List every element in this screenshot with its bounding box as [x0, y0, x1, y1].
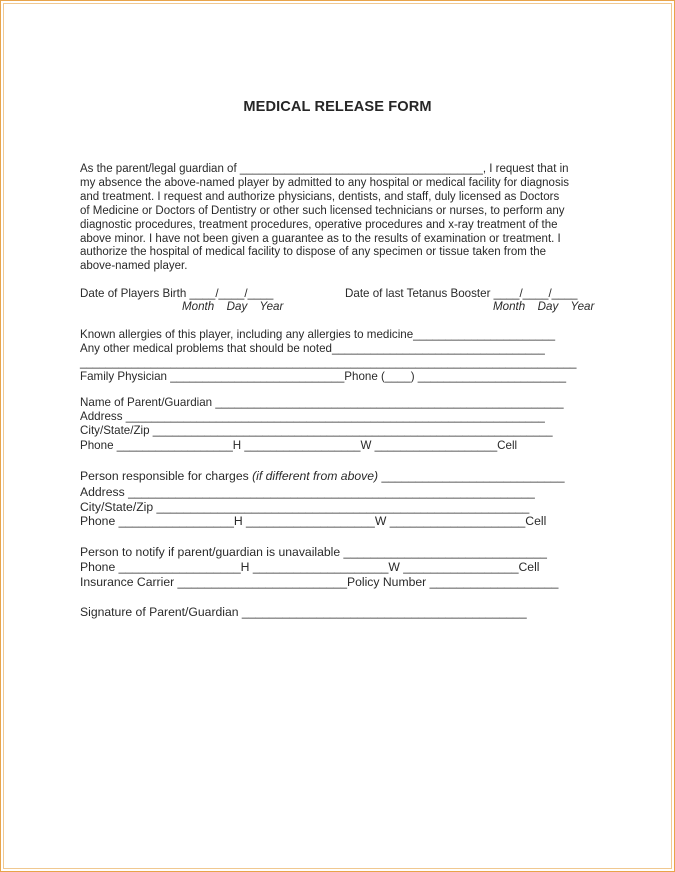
- charges-line: ___________________________: [378, 469, 565, 483]
- parent-address-field[interactable]: Address _________________________________________________________________: [80, 410, 545, 423]
- birth-date-sublabel: Month Day Year: [182, 300, 284, 313]
- parent-phone-field[interactable]: Phone __________________H __________________W ___________________Cell: [80, 439, 518, 452]
- notify-phone-field[interactable]: Phone __________________H ____________________W _________________Cell: [80, 560, 540, 574]
- paragraph-line: As the parent/legal guardian of ______________________________________, I request that in: [80, 163, 569, 175]
- charges-address-field[interactable]: Address ____________________________________________________________: [80, 485, 535, 499]
- paragraph-line: above-named player.: [80, 260, 188, 273]
- charges-person-field[interactable]: [80, 469, 564, 483]
- insurance-field[interactable]: Insurance Carrier _________________________Policy Number ___________________: [80, 575, 559, 589]
- charges-phone-field[interactable]: Phone _________________H ___________________W ____________________Cell: [80, 514, 547, 528]
- paragraph-line: my absence the above-named player by admitted to any hospital or medical facility for diagnosis: [80, 176, 570, 189]
- blank-line-field[interactable]: _____________________________________________________________________________: [80, 356, 577, 369]
- consent-paragraph: [80, 163, 600, 274]
- allergies-field[interactable]: Known allergies of this player, including any allergies to medicine______________________: [80, 328, 556, 341]
- notify-person-field[interactable]: Person to notify if parent/guardian is unavailable ______________________________: [80, 545, 547, 559]
- parent-name-field[interactable]: Name of Parent/Guardian ______________________________________________________: [80, 396, 564, 409]
- charges-label: Person responsible for charges: [80, 469, 253, 483]
- charges-city-field[interactable]: City/State/Zip _______________________________________________________: [80, 500, 530, 514]
- family-physician-field[interactable]: Family Physician ___________________________Phone (____) _______________________: [80, 370, 567, 383]
- signature-field[interactable]: Signature of Parent/Guardian __________________________________________: [80, 605, 527, 619]
- tetanus-date-field[interactable]: Date of last Tetanus Booster ____/____/____: [345, 287, 578, 300]
- charges-note: (if different from above): [252, 469, 379, 483]
- paragraph-line: diagnostic procedures, treatment procedures, operative procedures and x-ray treatment of the: [80, 218, 558, 231]
- other-medical-field[interactable]: Any other medical problems that should be noted_________________________________: [80, 342, 545, 355]
- tetanus-date-sublabel: Month Day Year: [493, 300, 595, 313]
- paragraph-line: above minor. I have not been given a guarantee as to the results of examination or treatment. I: [80, 232, 561, 245]
- birth-date-field[interactable]: Date of Players Birth ____/____/____: [80, 287, 274, 300]
- paragraph-line: of Medicine or Doctors of Dentistry or other such licensed technicians or nurses, to perform any: [80, 204, 565, 217]
- paragraph-line: authorize the hospital of medical facility to dispose of any specimen or tissue taken from the: [80, 246, 546, 259]
- parent-city-field[interactable]: City/State/Zip ______________________________________________________________: [80, 424, 553, 437]
- paragraph-line: and treatment. I request and authorize physicians, dentists, and staff, duly licensed as Doctors: [80, 190, 560, 203]
- form-title: MEDICAL RELEASE FORM: [243, 99, 432, 115]
